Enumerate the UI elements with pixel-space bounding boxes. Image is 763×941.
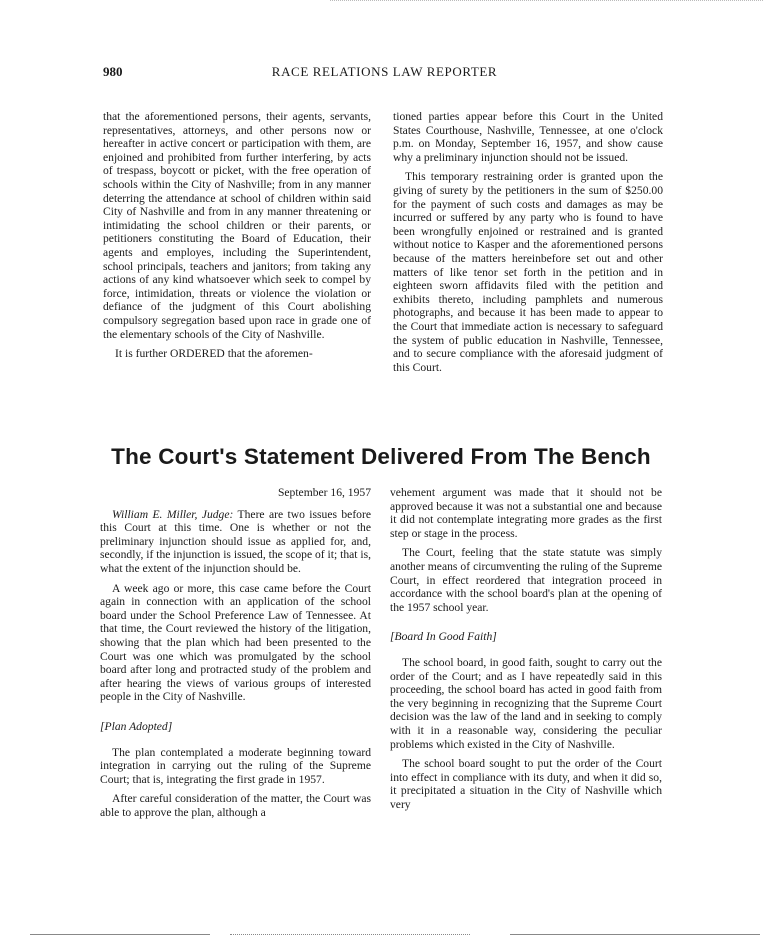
- page-number: 980: [103, 64, 123, 79]
- paragraph: vehement argument was made that it should not be approved because it was not a substantial one and because it did not contemplate integrating more grades as the first step or stage in the process.: [390, 486, 662, 540]
- paragraph: The school board sought to put the order of the Court into effect in compliance with its duty, and when it did so, it precipitated a situation in the City of Nashville which very: [390, 757, 662, 811]
- top-right-column: [393, 110, 663, 374]
- paragraph-text: There are two issues before this Court at this time. One is whether or not the preliminary injunction should issue as applied for, and, secondly, if the injunction is issued, the scope of it; that is, what the extent of the injunction should be.: [100, 507, 372, 575]
- paragraph: After careful consideration of the matter, the Court was able to approve the plan, although a: [100, 792, 371, 819]
- paragraph: This temporary restraining order is granted upon the giving of surety by the petitioners in the sum of $250.00 for the payment of such costs and damages as may be incurred or suffered by any party who is found to have been wrongfully enjoined or restrained and is granted without notice to Kasper and the aforementioned persons because of the matters hereinbefore set out and other matters of like tenor set forth in the petition and in eighteen sworn affidavits filed with the petition and exhibits thereto, including pamphlets and numerous photographs, and because it has been made to appear to the Court that immediate action is necessary to safeguard the system of public education in Nashville, Tennessee, and to secure compliance with the aforesaid judgment of this Court.: [393, 170, 663, 374]
- bottom-rule: [30, 934, 210, 935]
- subheading-plan-adopted: [Plan Adopted]: [100, 719, 173, 733]
- paragraph: The plan contemplated a moderate beginning toward integration in carrying out the ruling of the Supreme Court; that is, integrating the first grade in 1957.: [100, 745, 371, 786]
- scan-edge-dots: [330, 0, 763, 1]
- section-title: The Court's Statement Delivered From The Bench: [111, 444, 651, 469]
- paragraph: [100, 508, 371, 576]
- paragraph: that the aforementioned persons, their agents, servants, representatives, attorneys, and other persons now or hereafter in active concert or participation with them, are enjoined and prohibited from further interfering, by acts of trespass, boycott or picket, with the free operation of schools within the City of Nashville; from in any manner deterring the attendance at school of children within said City of Nashville and from in any manner threatening or intimidating the school children or their parents, or petitioners constituting the Board of Education, their agents and employes, including the Superintendent, school principals, teachers and janitors; from taking any actions of any kind whatsoever which seek to compel by force, intimidation, threats or violence the violation or defiance of the judgment of this Court abolishing compulsory segregation based upon race in grade one of the elementary schools of the City of Nashville.: [103, 110, 371, 341]
- subheading-board-in-good-faith: [Board In Good Faith]: [390, 630, 497, 644]
- paragraph: The school board, in good faith, sought to carry out the order of the Court; and as I have repeatedly said in this proceeding, the school board has acted in good faith from the very beginning in recognizing that the Supreme Court decision was the law of the land and in seeking to comply with it in a reasonable way, considering the peculiar problems which existed in the City of Nashville.: [390, 655, 662, 751]
- bottom-left-column: [100, 486, 371, 819]
- bottom-rule: [510, 934, 760, 935]
- paragraph: It is further ORDERED that the aforemen-: [115, 347, 313, 361]
- paragraph: tioned parties appear before this Court in the United States Courthouse, Nashville, Tennessee, at one o'clock p.m. on Monday, September 16, 1957, and show cause why a preliminary injunction should not be issued.: [393, 110, 663, 164]
- bottom-rule: [230, 934, 470, 935]
- top-left-column: [103, 110, 371, 361]
- paragraph: A week ago or more, this case came before the Court again in connection with an application of the school board under the School Preference Law of Tennessee. At that time, the Court reviewed the history of the litigation, showing that the plan which had been presented to the Court was one which was promulgated by the school board after long and protracted study of the problem and after hearing the views of various groups of interested people in the City of Nashville.: [100, 581, 371, 704]
- page-header: [103, 64, 666, 84]
- statement-date: September 16, 1957: [277, 486, 371, 499]
- bottom-right-column: [390, 486, 662, 811]
- speaker-name: William E. Miller, Judge:: [112, 507, 234, 521]
- paragraph: The Court, feeling that the state statute was simply another means of circumventing the ruling of the Supreme Court, in effect reordered that integration proceed in accordance with the school board's plan at the opening of the 1957 school year.: [390, 546, 662, 614]
- running-head: RACE RELATIONS LAW REPORTER: [271, 64, 498, 79]
